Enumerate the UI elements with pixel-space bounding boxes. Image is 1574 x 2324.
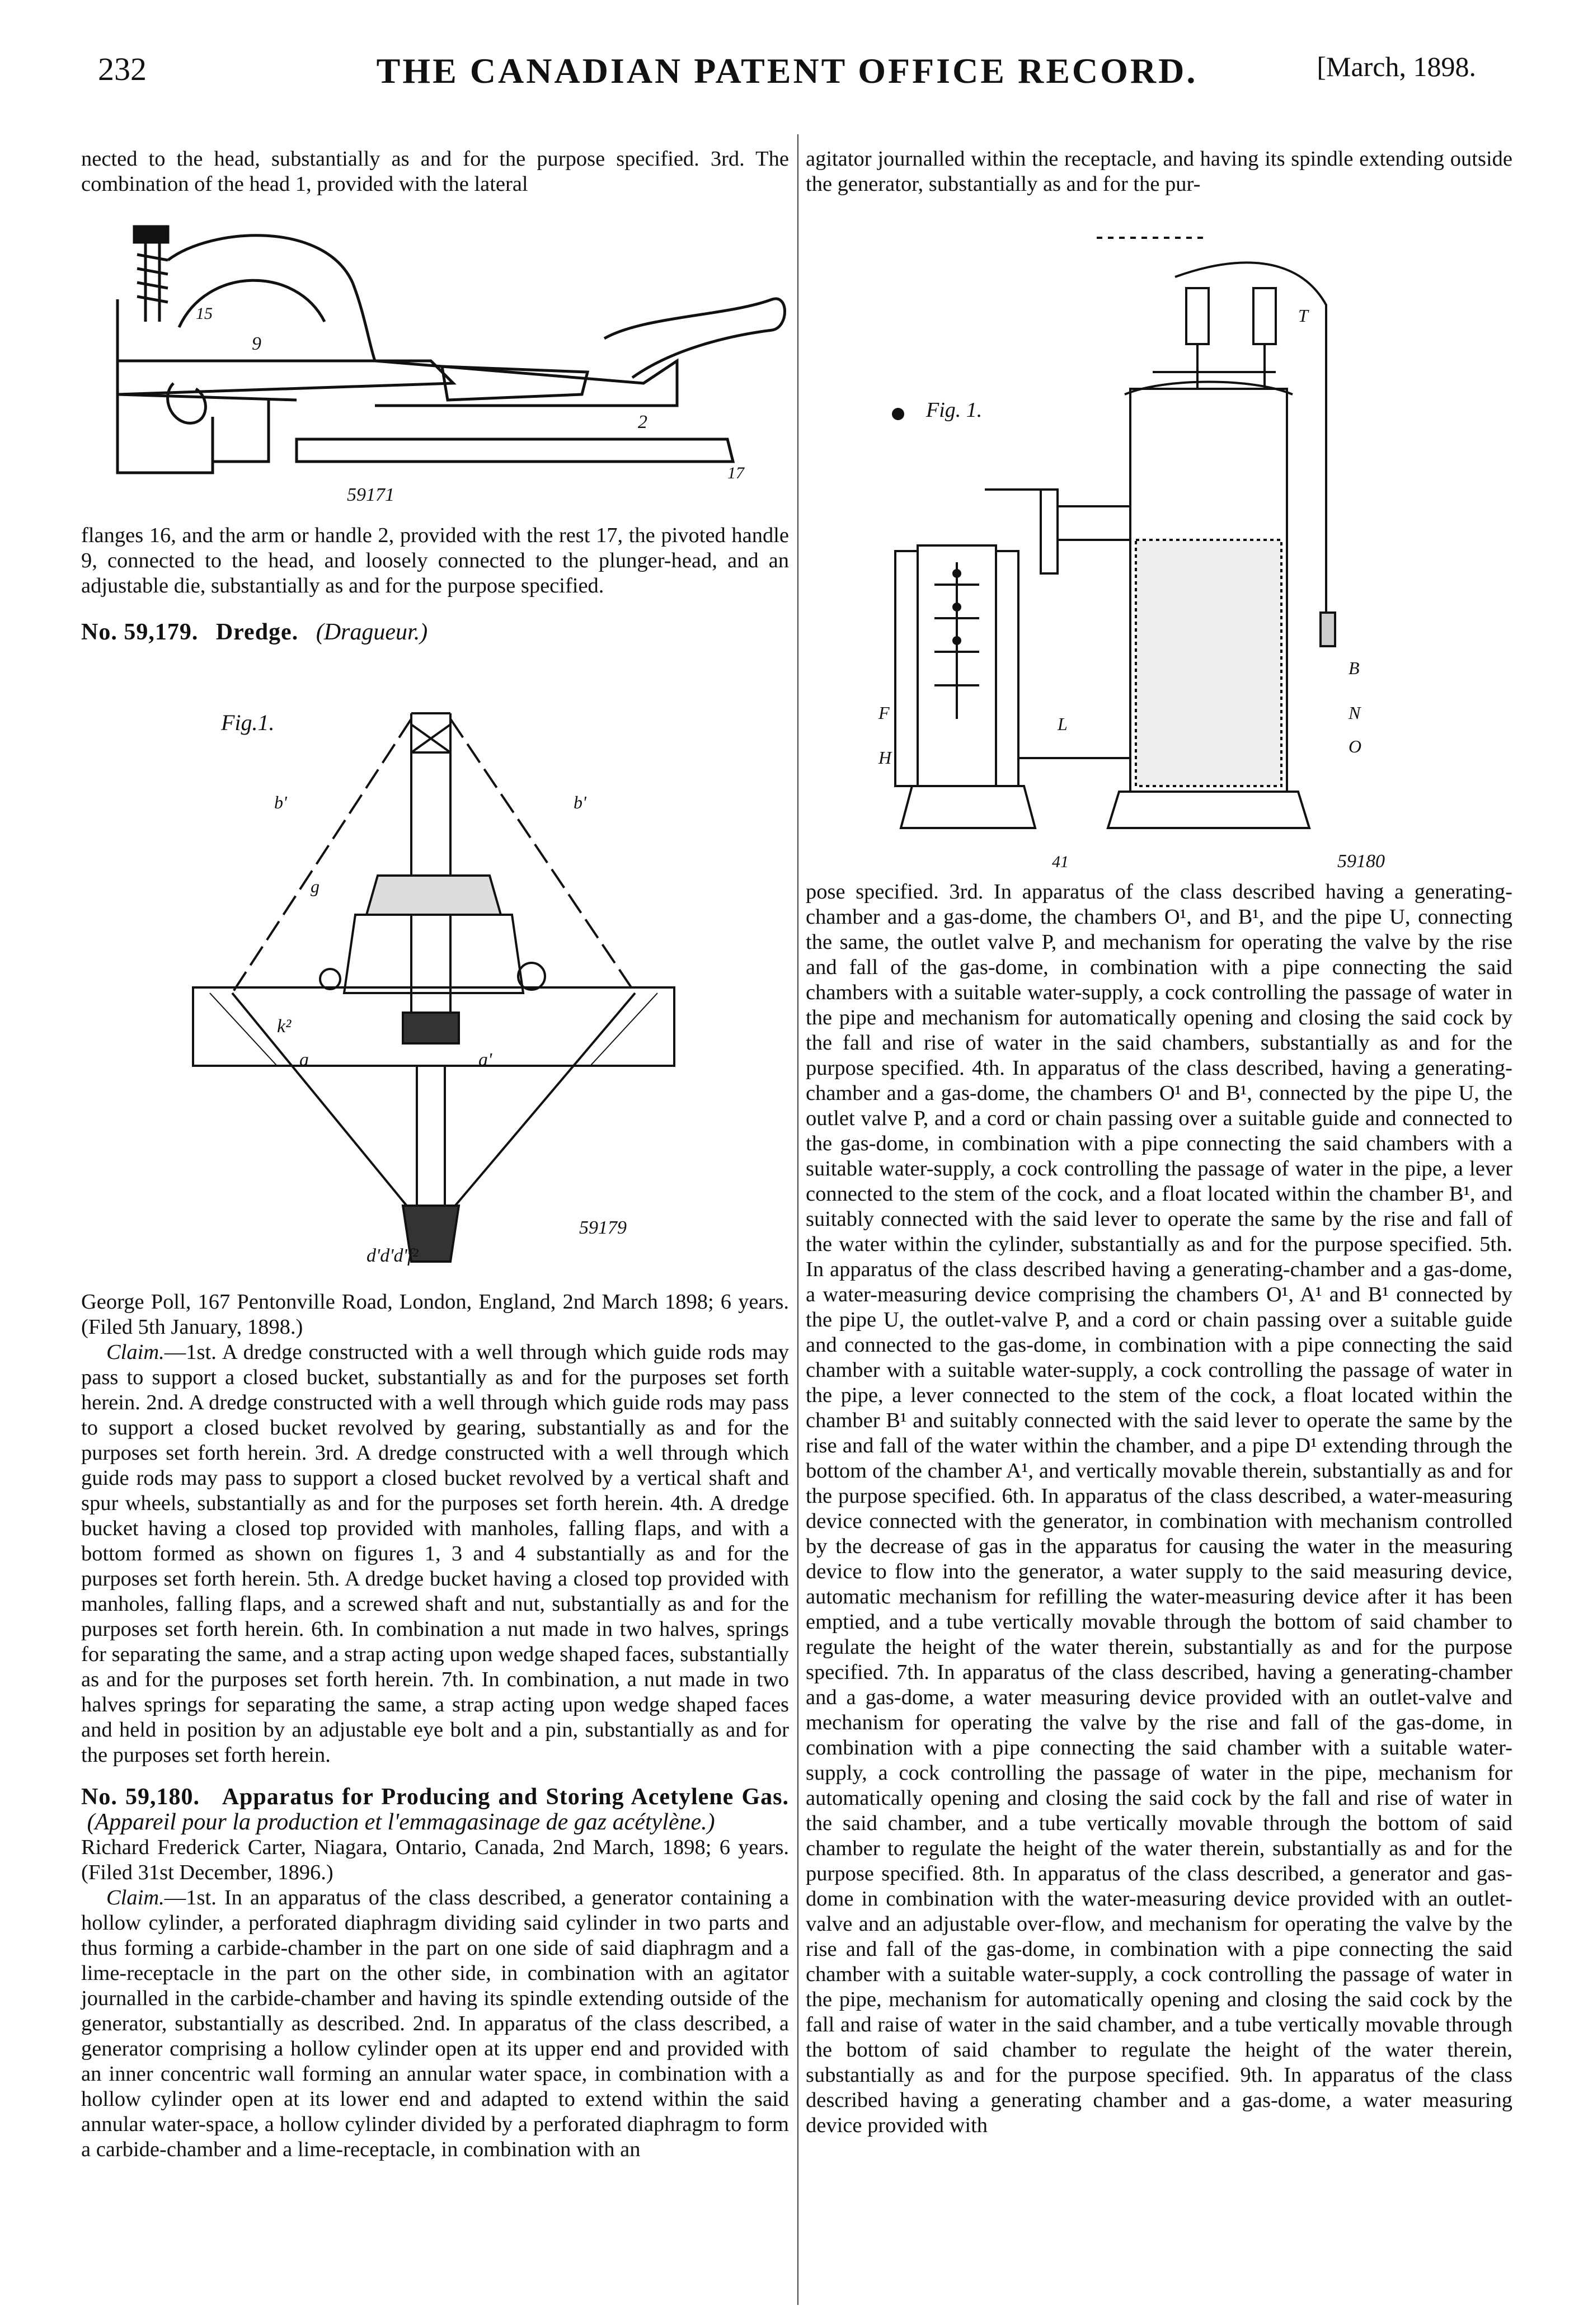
tool-figure-svg	[84, 215, 789, 506]
dredge-figure-number: 59179	[579, 1217, 627, 1238]
column-divider	[797, 134, 798, 2305]
page-header	[0, 50, 1574, 101]
right-patent-text	[806, 879, 1512, 2138]
svg-text:H: H	[878, 747, 892, 768]
svg-text:a': a'	[478, 1050, 492, 1070]
svg-text:a: a	[299, 1050, 309, 1070]
patent-59180-title: Apparatus for Producing and Storing Acetylene Gas.	[222, 1784, 789, 1810]
svg-text:F: F	[878, 703, 890, 723]
patent-59179-inventor: George Poll, 167 Pentonville Road, London, England, 2nd March 1898; 6 years. (Filed 5th January, 1898.)	[81, 1290, 789, 1339]
patent-59179-french: (Dragueur.)	[316, 619, 428, 645]
svg-text:d'd'd'f²: d'd'd'f²	[367, 1245, 419, 1266]
svg-text:O: O	[1349, 736, 1362, 756]
acetylene-figure-svg	[873, 227, 1488, 870]
right-intro-text: agitator journalled within the receptacle, and having its spindle extending outside the generator, substantially as and for the pur-	[806, 147, 1512, 196]
acetylene-fig-corner: 41	[1052, 853, 1069, 870]
patent-59179-heading	[81, 620, 789, 645]
patent-59179-title: Dredge.	[215, 619, 299, 645]
patent-59179-number: No. 59,179.	[81, 619, 199, 645]
acetylene-fig-label: Fig. 1.	[926, 398, 983, 422]
svg-text:2: 2	[638, 412, 647, 432]
patent-59180-claim-label: Claim.	[106, 1886, 165, 1909]
tool-figure-number: 59171	[347, 484, 394, 505]
patent-59180-inventor: Richard Frederick Carter, Niagara, Ontario, Canada, 2nd March, 1898; 6 years. (Filed 31st December, 1896.)	[81, 1836, 789, 1884]
page-number: 232	[98, 51, 147, 87]
patent-59179-claim-label: Claim.	[106, 1340, 165, 1364]
patent-59180-claim-text: —1st. In an apparatus of the class described, a generator containing a hollow cylinder, a perforated diaphragm dividing said cylinder in two parts and thus forming a carbide-chamber in the part on one side of said diaphragm and a lime-receptacle in the part on the other side, in combination with an agitator journalled in the carbide-chamber and having its spindle extending outside of the generator, substantially as described. 2nd. In apparatus of the class described, a generator comprising a hollow cylinder open at its upper end and provided with an inner concentric wall forming an annular water space, in combination with a hollow cylinder open at its lower end and adapted to extend within the said annular water-space, a hollow cylinder divided by a perforated diaphragm to form a carbide-chamber and a lime-receptacle, in combination with an	[81, 1886, 789, 2161]
left-intro-text: nected to the head, substantially as and for the purpose specified. 3rd. The combination of the head 1, provided with the lateral	[81, 147, 789, 196]
journal-title: THE CANADIAN PATENT OFFICE RECORD.	[376, 51, 1198, 91]
patent-59179-claim-text: —1st. A dredge constructed with a well through which guide rods may pass to support a closed bucket, substantially as and for the purposes set forth herein. 2nd. A dredge constructed with a well through which guide rods may pass to support a closed bucket revolved by gearing, substantially as and for the purposes set forth herein. 3rd. A dredge constructed with a well through which guide rods may pass to support a closed bucket revolved by a vertical shaft and spur wheels, substantially as and for the purposes set forth herein. 4th. A dredge bucket having a closed top provided with manholes, falling flaps, and with a bottom formed as shown on figures 1, 3 and 4 substantially as and for the purposes set forth herein. 5th. A dredge bucket having a closed top provided with manholes, falling flaps, and a screwed shaft and nut, substantially as and for the purposes set forth herein. 6th. In combination a nut made in two halves, springs for separating the same, and a strap acting upon wedge shaped faces, substantially as and for the purposes set forth herein. 7th. In combination, a nut made in two halves springs for separating the same, a strap acting upon wedge shaped faces and held in position by an adjustable eye bolt and a pin, substantially as and for the purposes set forth herein.	[81, 1340, 789, 1767]
right-intro	[806, 147, 1512, 197]
patent-59180-claims	[81, 1885, 789, 2162]
patent-59180-claims-continued: pose specified. 3rd. In apparatus of the class described having a generating-chamber and a gas-dome, the chambers O¹, and B¹, and the pipe U, connecting the same, the outlet valve P, and mechanism for operating the valve by the rise and fall of the gas-dome, in combination with a pipe connecting the said chambers with a suitable water-supply, a cock controlling the passage of water in the pipe and mechanism for automatically opening and closing the said cock by the fall and rise of water in the said chambers, substantially as and for the purpose specified. 4th. In apparatus of the class described, having a generating-chamber and a gas-dome, the chambers O¹ and B¹, connected by the pipe U, the outlet valve P, and a cord or chain passing over a suitable guide and connected to the gas-dome, in combination with a pipe connecting the said chambers with a suitable water-supply, a cock controlling the passage of water in the pipe, a lever connected to the stem of the cock, and a float located within the chamber B¹, and suitably connected with the said lever to operate the same by the rise and fall of the water within the cylinder, substantially as and for the purpose specified. 5th. In apparatus of the class described having a generating-chamber and a gas-dome, a water-measuring device comprising the chambers O¹, A¹ and B¹ connected by the pipe U, the outlet-valve P, and a cord or chain passing over a suitable guide and connected to the gas-dome, in combination with a pipe connecting the said chamber with a suitable water-supply, a cock controlling the passage of water in the pipe, a lever connected to the stem of the cock, a float located within the chamber B¹ and suitably connected with the said lever to operate the same by the rise and fall of the water within the chamber, and a pipe D¹ extending through the bottom of the chamber A¹, and vertically movable therein, substantially as and for the purpose specified. 6th. In apparatus of the class described, a water-measuring device connected with the generator, in combination with mechanism controlled by the decrease of gas in the apparatus for causing the water in the measuring device to flow into the generator, a water supply to the said measuring device, automatic mechanism for refilling the water-measuring device after it has been emptied, and a tube vertically movable through the bottom of said chamber to regulate the height of the water therein, substantially as and for the purpose specified. 7th. In apparatus of the class described, having a generating-chamber and a gas-dome, a water measuring device provided with an outlet-valve and mechanism for operating the valve by the rise and fall of the gas-dome, in combination with a pipe connecting the said chamber with a suitable water-supply, a cock controlling the passage of water in the pipe, mechanism for automatically opening and closing the said cock by the fall and rise of water in the said chamber, and a tube vertically movable through the bottom of said chamber to regulate the height of the water therein, substantially as and for the purpose specified. 8th. In apparatus of the class described, a generator and gas-dome in combination with the water-measuring device provided with an outlet-valve and an adjustable over-flow, and mechanism for operating the valve by the rise and fall of the gas-dome, in combination with a pipe connecting the said chamber with a suitable water-supply, a cock controlling the passage of water in the pipe, mechanism for automatically opening and closing the said cock by the fall and raise of water in the said chamber, and a tube vertically movable through the bottom of said chamber to regulate the height of the water therein, substantially as and for the purpose specified. 9th. In apparatus of the class described having a generating chamber and a gas-dome, a water measuring device provided with	[806, 880, 1512, 2137]
svg-text:g: g	[311, 876, 320, 896]
svg-text:k²: k²	[277, 1016, 292, 1037]
left-patent-text	[81, 1290, 789, 2162]
patent-59180-heading	[81, 1785, 789, 1835]
issue-date: [March, 1898.	[1317, 51, 1476, 82]
svg-text:L: L	[1058, 714, 1068, 734]
patent-59180-french: (Appareil pour la production et l'emmagasinage de gaz acétylène.)	[87, 1809, 715, 1835]
left-intro	[81, 147, 789, 197]
patent-59180-number: No. 59,180.	[81, 1784, 200, 1810]
svg-text:T: T	[1298, 305, 1308, 326]
dredge-figure-svg	[187, 702, 680, 1278]
svg-text:N: N	[1349, 703, 1361, 723]
tool-figure	[84, 215, 789, 506]
svg-text:B: B	[1349, 658, 1360, 678]
patent-59179-claims	[81, 1340, 789, 1768]
svg-text:9: 9	[252, 333, 261, 354]
dredge-fig-label: Fig.1.	[221, 710, 275, 735]
svg-text:15: 15	[196, 304, 213, 323]
svg-text:b': b'	[574, 792, 586, 812]
left-after-figure	[81, 523, 789, 645]
acetylene-figure	[873, 227, 1488, 870]
svg-text:b': b'	[274, 792, 287, 812]
svg-text:17: 17	[727, 464, 744, 482]
left-after-fig-text: flanges 16, and the arm or handle 2, provided with the rest 17, the pivoted handle 9, connected to the head, and loosely connected to the plunger-head, and an adjustable die, substantially as and for the purpose specified.	[81, 524, 789, 598]
acetylene-figure-number: 59180	[1337, 851, 1385, 870]
dredge-figure	[187, 702, 680, 1278]
